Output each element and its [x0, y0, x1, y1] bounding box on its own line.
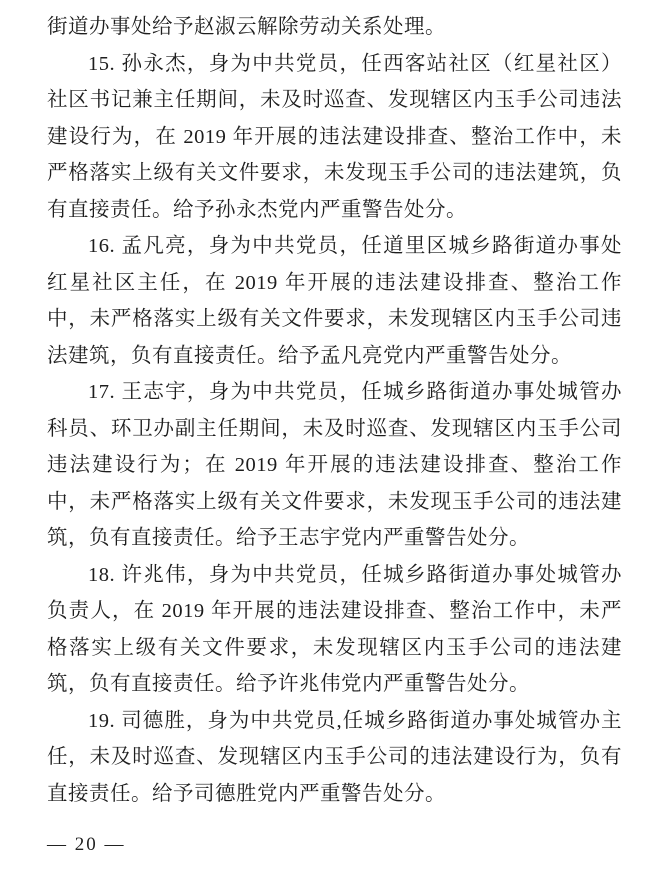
paragraph-item-19: 19. 司德胜，身为中共党员,任城乡路街道办事处城管办主任，未及时巡查、发现辖区内玉手公司的违法建设行为，负有直接责任。给予司德胜党内严重警告处分。	[47, 709, 622, 805]
paragraph-continuation: 街道办事处给予赵淑云解除劳动关系处理。	[47, 16, 446, 38]
paragraph-item-15: 15. 孙永杰，身为中共党员，任西客站社区（红星社区）社区书记兼主任期间，未及时巡查、发现辖区内玉手公司违法建设行为，在 2019 年开展的违法建设排查、整治工作中，未严格落实上级有关文件要求，未发现玉手公司的违法建筑，负有直接责任。给予孙永杰党内严重警告处分。	[47, 52, 622, 221]
document-body	[47, 9, 622, 812]
paragraph-item-18: 18. 许兆伟，身为中共党员，任城乡路街道办事处城管办负责人，在 2019 年开展的违法建设排查、整治工作中，未严格落实上级有关文件要求，未发现辖区内玉手公司的违法建筑，负有直接责任。给予许兆伟党内严重警告处分。	[47, 563, 622, 695]
page-number: — 20 —	[47, 834, 126, 855]
paragraph-item-17: 17. 王志宇，身为中共党员，任城乡路街道办事处城管办科员、环卫办副主任期间，未及时巡查、发现辖区内玉手公司违法建设行为；在 2019 年开展的违法建设排查、整治工作中，未严格落实上级有关文件要求，未发现玉手公司的违法建筑，负有直接责任。给予王志宇党内严重警告处分。	[47, 381, 622, 549]
paragraph-item-16: 16. 孟凡亮，身为中共党员，任道里区城乡路街道办事处红星社区主任，在 2019 年开展的违法建设排查、整治工作中，未严格落实上级有关文件要求，未发现辖区内玉手公司违法建筑，负有直接责任。给予孟凡亮党内严重警告处分。	[47, 235, 622, 367]
